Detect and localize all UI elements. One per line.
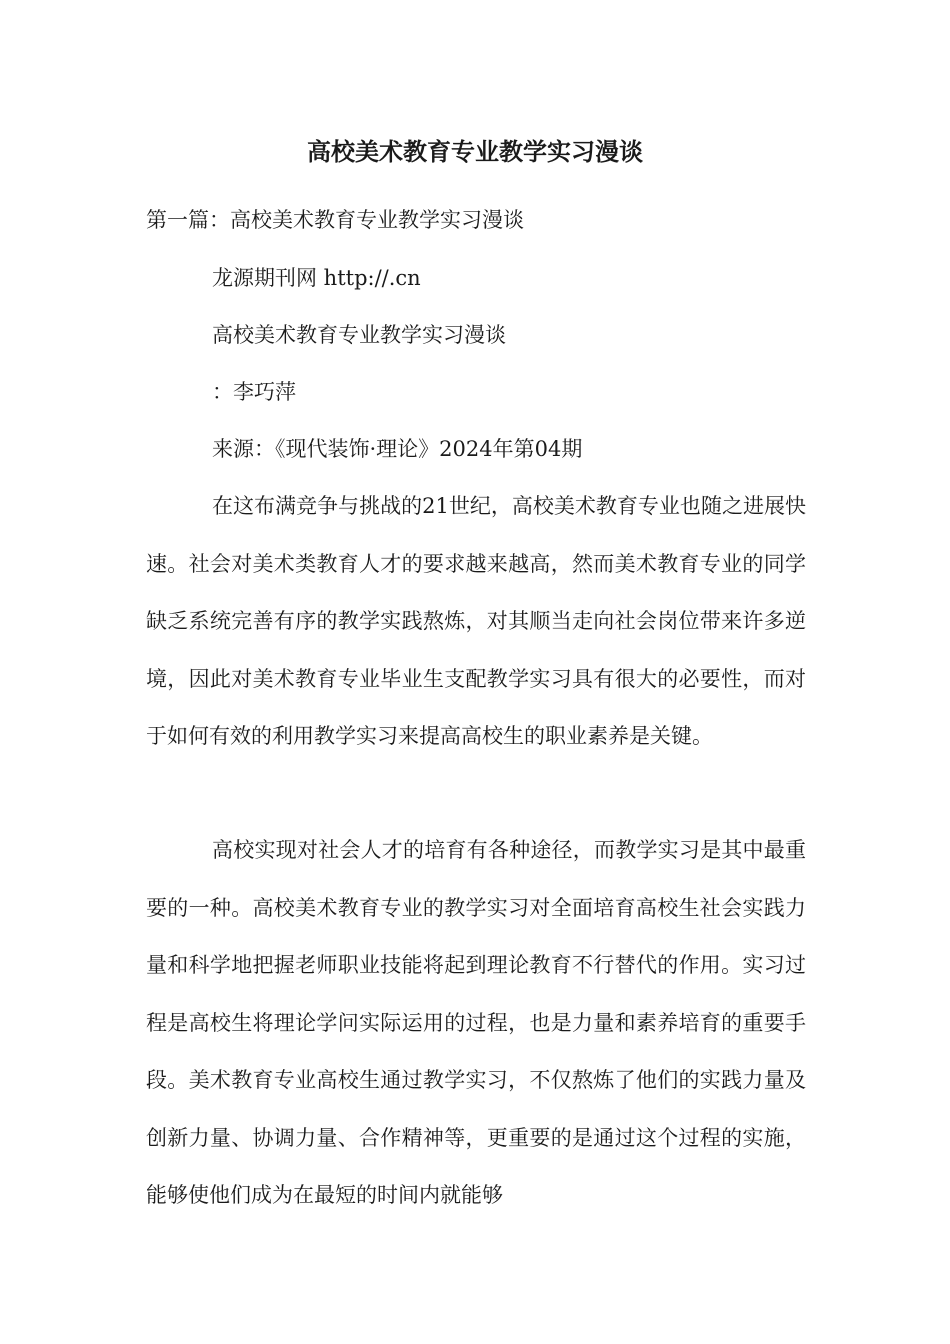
document-title: 高校美术教育专业教学实习漫谈 (307, 137, 643, 166)
author-line: ：李巧萍 (212, 380, 296, 404)
paragraph-2: 高校实现对社会人才的培育有各种途径，而教学实习是其中最重要的一种。高校美术教育专业的教学实习对全面培育高校生社会实践力量和科学地把握老师职业技能将起到理论教育不行替代的作用。实习过程是高校生将理论学问实际运用的过程，也是力量和素养培育的重要手段。美术教育专业高校生通过教学实习，不仅熬炼了他们的实践力量及创新力量、协调力量、合作精神等，更重要的是通过这个过程的实施，能够使他们成为在最短的时间内就能够 (146, 838, 806, 1207)
article-title: 高校美术教育专业教学实习漫谈 (212, 323, 506, 347)
source-site: 龙源期刊网 http://.cn (212, 266, 421, 290)
source-line: 来源：《现代装饰·理论》2024年第04期 (212, 437, 583, 461)
part-heading: 第一篇：高校美术教育专业教学实习漫谈 (146, 208, 524, 232)
paragraph-1: 在这布满竞争与挑战的21世纪，高校美术教育专业也随之进展快速。社会对美术类教育人才的要求越来越高，然而美术教育专业的同学缺乏系统完善有序的教学实践熬炼，对其顺当走向社会岗位带来许多逆境，因此对美术教育专业毕业生支配教学实习具有很大的必要性，而对于如何有效的利用教学实习来提高高校生的职业素养是关键。 (146, 494, 806, 748)
